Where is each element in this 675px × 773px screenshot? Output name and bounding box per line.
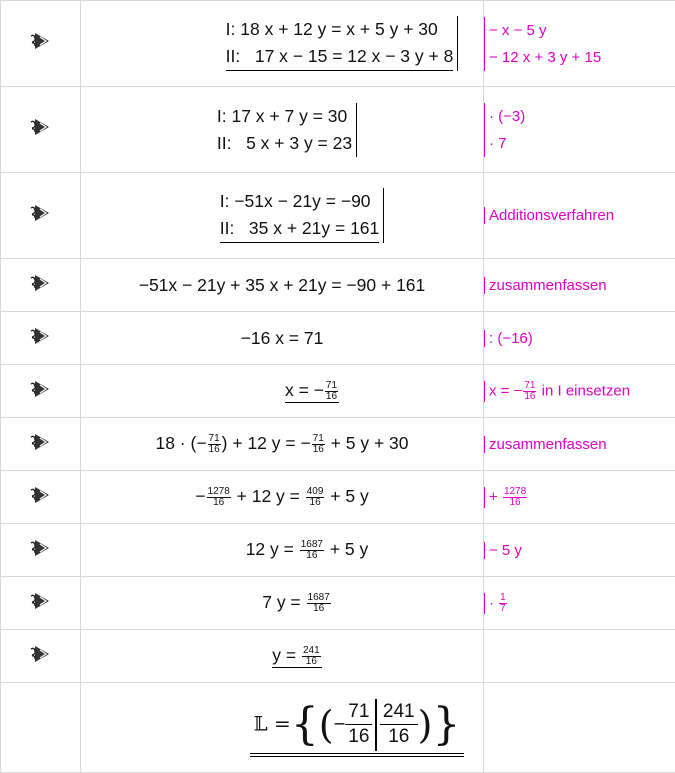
step-row	[1, 524, 675, 577]
pencil-note-icon[interactable]	[29, 642, 53, 666]
pencil-note-icon[interactable]	[29, 271, 53, 295]
fraction: $\frac{71}{16}$	[312, 434, 325, 455]
equation-line: I: 17 x + 7 y = 30	[217, 103, 352, 130]
step-note: : (−16)	[484, 330, 533, 347]
fraction: $\frac{1278}{16}$	[207, 487, 231, 508]
equation-system	[217, 103, 357, 157]
equation: y = $\frac{241}{16}$	[272, 645, 321, 668]
fraction: $\frac{1}{7}$	[499, 593, 507, 614]
step-row	[1, 577, 675, 630]
equation: −16 x = 71	[241, 328, 324, 348]
fraction: $\frac{1687}{16}$	[300, 540, 324, 561]
equation-line: II: 35 x + 21y = 161	[220, 215, 380, 243]
step-note: Additionsverfahren	[484, 207, 614, 224]
step-note: − 5 y	[484, 542, 522, 559]
step-note: + $\frac{1278}{16}$	[484, 487, 528, 508]
step-row	[1, 312, 675, 365]
step-row	[1, 1, 675, 87]
pencil-note-icon[interactable]	[29, 536, 53, 560]
fraction: $\frac{1278}{16}$	[503, 487, 527, 508]
equation-system	[226, 16, 459, 71]
pencil-note-icon[interactable]	[29, 29, 53, 53]
equation-line: I: −51x − 21y = −90	[220, 188, 380, 215]
pencil-note-icon[interactable]	[29, 483, 53, 507]
equation: 18 · (− $\frac{71}{16}$ ) + 12 y = − $\frac{71}{16}$ + 5 y + 30	[155, 433, 408, 453]
fraction: $\frac{409}{16}$	[306, 487, 325, 508]
step-row	[1, 365, 675, 418]
fraction: $\frac{241}{16}$	[380, 700, 418, 749]
pencil-note-icon[interactable]	[29, 430, 53, 454]
equation-line: II: 5 x + 3 y = 23	[217, 130, 352, 157]
fraction: $\frac{1687}{16}$	[307, 593, 331, 614]
equation-line: I: 18 x + 12 y = x + 5 y + 30	[226, 16, 454, 43]
step-row	[1, 87, 675, 173]
step-note: zusammenfassen	[484, 436, 607, 453]
step-row	[1, 471, 675, 524]
fraction: $\frac{71}{16}$	[523, 381, 536, 402]
pencil-note-icon[interactable]	[29, 115, 53, 139]
step-row	[1, 173, 675, 259]
step-note: zusammenfassen	[484, 277, 607, 294]
equation: − $\frac{1278}{16}$ + 12 y = $\frac{409}{16}$ + 5 y	[195, 486, 368, 506]
fraction: $\frac{71}{16}$	[345, 700, 372, 749]
equation: 7 y = $\frac{1687}{16}$	[262, 592, 332, 612]
pencil-note-icon[interactable]	[29, 589, 53, 613]
step-row	[1, 259, 675, 312]
equation: x = − $\frac{71}{16}$	[285, 380, 339, 403]
fraction: $\frac{71}{16}$	[325, 381, 338, 402]
pencil-note-icon[interactable]	[29, 324, 53, 348]
step-note: − x − 5 y − 12 x + 3 y + 15	[484, 17, 601, 71]
step-note: · (−3) · 7	[484, 103, 525, 157]
step-row	[1, 418, 675, 471]
step-note: · $\frac{1}{7}$	[484, 593, 508, 614]
equation: 12 y = $\frac{1687}{16}$ + 5 y	[246, 539, 369, 559]
equation-line: II: 17 x − 15 = 12 x − 3 y + 8	[226, 43, 454, 71]
pencil-note-icon[interactable]	[29, 377, 53, 401]
solution-row	[1, 683, 675, 773]
fraction: $\frac{71}{16}$	[208, 434, 221, 455]
equation: −51x − 21y + 35 x + 21y = −90 + 161	[139, 275, 426, 295]
solution-set: 𝕃 ={(− $\frac{71}{16}$ $\frac{241}{16}$ )}	[250, 699, 465, 757]
step-note: x = − $\frac{71}{16}$ in I einsetzen	[484, 381, 630, 402]
equation-system	[220, 188, 385, 243]
fraction: $\frac{241}{16}$	[302, 646, 321, 667]
pencil-note-icon[interactable]	[29, 201, 53, 225]
step-row	[1, 630, 675, 683]
